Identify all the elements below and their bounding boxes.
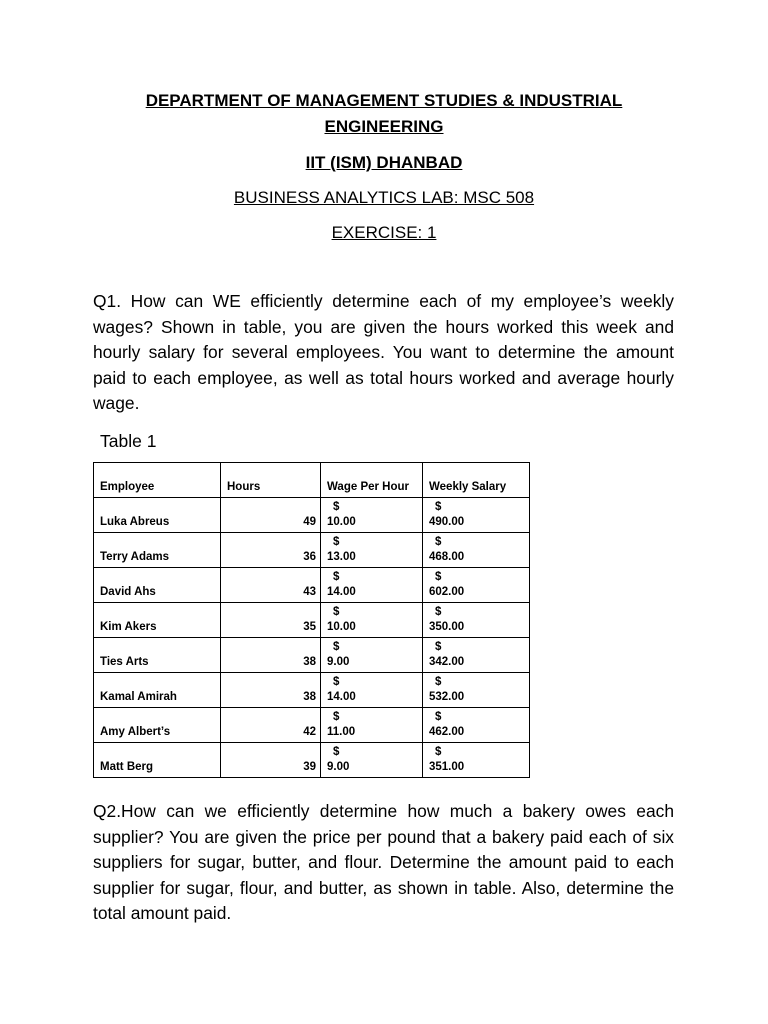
table-header-row (94, 463, 530, 498)
employee-name-cell: David Ahs (94, 568, 221, 603)
wage-cell (321, 568, 423, 603)
amount-value: 350.00 (429, 621, 465, 633)
currency-symbol: $ (435, 501, 442, 513)
amount-value: 9.00 (327, 761, 350, 773)
hours-cell: 35 (221, 603, 321, 638)
amount-value: 351.00 (429, 761, 465, 773)
table-row (94, 638, 530, 673)
amount-value: 468.00 (429, 551, 465, 563)
table-row (94, 568, 530, 603)
question-2-text: Q2.How can we efficiently determine how much a bakery owes each supplier? You are given the price per pound that a bakery paid each of six suppliers for sugar, butter, and flour. Determine the amount paid to each supplier for sugar, flour, and butter, as shown in table. Also, determine the total amount paid. (93, 801, 674, 924)
salary-cell (423, 533, 530, 568)
table-row (94, 533, 530, 568)
salary-cell (423, 743, 530, 778)
column-header-employee: Employee (94, 463, 221, 498)
amount-value: 14.00 (327, 691, 356, 703)
institute-heading: IIT (ISM) DHANBAD (305, 153, 463, 172)
currency-symbol: $ (435, 746, 442, 758)
currency-symbol: $ (333, 536, 340, 548)
hours-cell: 36 (221, 533, 321, 568)
currency-symbol: $ (435, 536, 442, 548)
hours-cell: 42 (221, 708, 321, 743)
table-row (94, 708, 530, 743)
currency-symbol: $ (333, 746, 340, 758)
wage-cell (321, 708, 423, 743)
wage-cell (321, 638, 423, 673)
amount-value: 14.00 (327, 586, 356, 598)
hours-cell: 38 (221, 673, 321, 708)
exercise-heading: EXERCISE: 1 (331, 223, 437, 242)
table-row (94, 498, 530, 533)
amount-value: 532.00 (429, 691, 465, 703)
table-row (94, 673, 530, 708)
amount-value: 602.00 (429, 586, 465, 598)
wage-cell (321, 498, 423, 533)
currency-symbol: $ (333, 641, 340, 653)
employee-name-cell: Kim Akers (94, 603, 221, 638)
currency-symbol: $ (333, 711, 340, 723)
salary-cell (423, 603, 530, 638)
currency-symbol: $ (435, 606, 442, 618)
amount-value: 13.00 (327, 551, 356, 563)
amount-value: 342.00 (429, 656, 465, 668)
wages-table-body (94, 498, 530, 778)
column-header-wage: Wage Per Hour (321, 463, 423, 498)
currency-symbol: $ (435, 676, 442, 688)
salary-cell (423, 498, 530, 533)
employee-name-cell: Amy Albert’s (94, 708, 221, 743)
currency-symbol: $ (333, 676, 340, 688)
course-heading: BUSINESS ANALYTICS LAB: MSC 508 (233, 188, 535, 207)
wage-cell (321, 743, 423, 778)
salary-cell (423, 638, 530, 673)
amount-value: 10.00 (327, 516, 356, 528)
column-header-hours: Hours (221, 463, 321, 498)
department-heading: DEPARTMENT OF MANAGEMENT STUDIES & INDUSTRIAL ENGINEERING (145, 91, 623, 136)
wages-table (93, 462, 530, 778)
currency-symbol: $ (333, 606, 340, 618)
hours-cell: 49 (221, 498, 321, 533)
employee-name-cell: Ties Arts (94, 638, 221, 673)
salary-cell (423, 708, 530, 743)
table-row (94, 743, 530, 778)
employee-name-cell: Terry Adams (94, 533, 221, 568)
hours-cell: 38 (221, 638, 321, 673)
wage-cell (321, 603, 423, 638)
wage-cell (321, 533, 423, 568)
question-1-text: Q1. How can WE efficiently determine each of my employee’s weekly wages? Shown in table, you are given the hours worked this week and hourly salary for several employees. You want to determine the amount paid to each employee, as well as total hours worked and average hourly wage. (93, 291, 674, 414)
amount-value: 490.00 (429, 516, 465, 528)
employee-name-cell: Matt Berg (94, 743, 221, 778)
salary-cell (423, 673, 530, 708)
amount-value: 9.00 (327, 656, 350, 668)
salary-cell (423, 568, 530, 603)
currency-symbol: $ (333, 571, 340, 583)
employee-name-cell: Kamal Amirah (94, 673, 221, 708)
amount-value: 11.00 (327, 726, 356, 738)
column-header-salary: Weekly Salary (423, 463, 530, 498)
hours-cell: 39 (221, 743, 321, 778)
table-caption: Table 1 (100, 431, 157, 451)
currency-symbol: $ (435, 641, 442, 653)
currency-symbol: $ (435, 711, 442, 723)
table-row (94, 603, 530, 638)
hours-cell: 43 (221, 568, 321, 603)
wage-cell (321, 673, 423, 708)
employee-name-cell: Luka Abreus (94, 498, 221, 533)
currency-symbol: $ (333, 501, 340, 513)
amount-value: 10.00 (327, 621, 356, 633)
amount-value: 462.00 (429, 726, 465, 738)
currency-symbol: $ (435, 571, 442, 583)
